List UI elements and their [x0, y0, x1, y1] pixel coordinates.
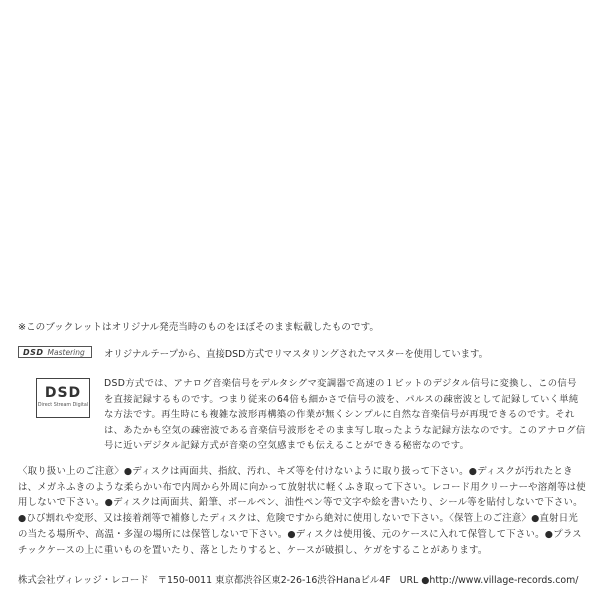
- dsd-logo: [36, 378, 90, 418]
- handling-notes: 〈取り扱い上のご注意〉●ディスクは両面共、指紋、汚れ、キズ等を付けないように取り扱って下さい。●ディスクが汚れたときは、メガネふきのような柔らかい布で内周から外周に向かって放射状に軽くふき取って下さい。レコード用クリーナーや溶剤等は使用しないで下さい。●ディスクは両面共、鉛筆、ボールペン、油性ペン等で文字や絵を書いたり、シール等を貼付しないで下さい。●ひび割れや変形、又は接着剤等で補修したディスクは、危険ですから絶対に使用しないで下さい。〈保管上のご注意〉●直射日光の当たる場所や、高温・多湿の場所には保管しないで下さい。●ディスクは使用後、元のケースに入れて保管して下さい。●プラスチックケースの上に重いものを置いたり、落としたりすると、ケースが破損し、ケガをすることがあります。: [18, 466, 586, 556]
- dsd-badge-label: DSD: [23, 347, 44, 357]
- dsd-logo-sub: Direct Stream Digital: [37, 403, 89, 408]
- reprint-note: ※このブックレットはオリジナル発売当時のものをほぼそのまま転載したものです。: [18, 322, 379, 333]
- footer-address: 〒150-0011 東京都渋谷区東2-26-16渋谷Hanaビル4F: [157, 575, 391, 586]
- footer: [18, 572, 584, 586]
- dsd-description: DSD方式では、アナログ音楽信号をデルタシグマ変調器で高速の１ビットのデジタル信号に変換し、この信号を直接記録するものです。つまり従来の64倍も細かさで信号の波を、パルスの疎密波として記録していく単純な方法です。再生時にも複雑な波形再構築の作業が無くシンプルに自然な音楽信号が再現できるのです。それは、あたかも空気の疎密波である音楽信号波形をそのまま写し取ったような記録方法なのです。このアナログ信号に近いデジタル記録方式が音楽の空気感までも伝えることができる秘密なのです。: [104, 378, 586, 452]
- footer-url: URL ●http://www.village-records.com/: [399, 575, 579, 586]
- mastering-description: オリジナルテープから、直接DSD方式でリマスタリングされたマスターを使用しています。: [104, 349, 488, 360]
- mastering-badge-label: Mastering: [47, 347, 85, 357]
- dsd-mastering-badge: [18, 346, 92, 358]
- footer-company: 株式会社ヴィレッジ・レコード: [18, 575, 149, 586]
- dsd-logo-main: DSD: [44, 385, 82, 401]
